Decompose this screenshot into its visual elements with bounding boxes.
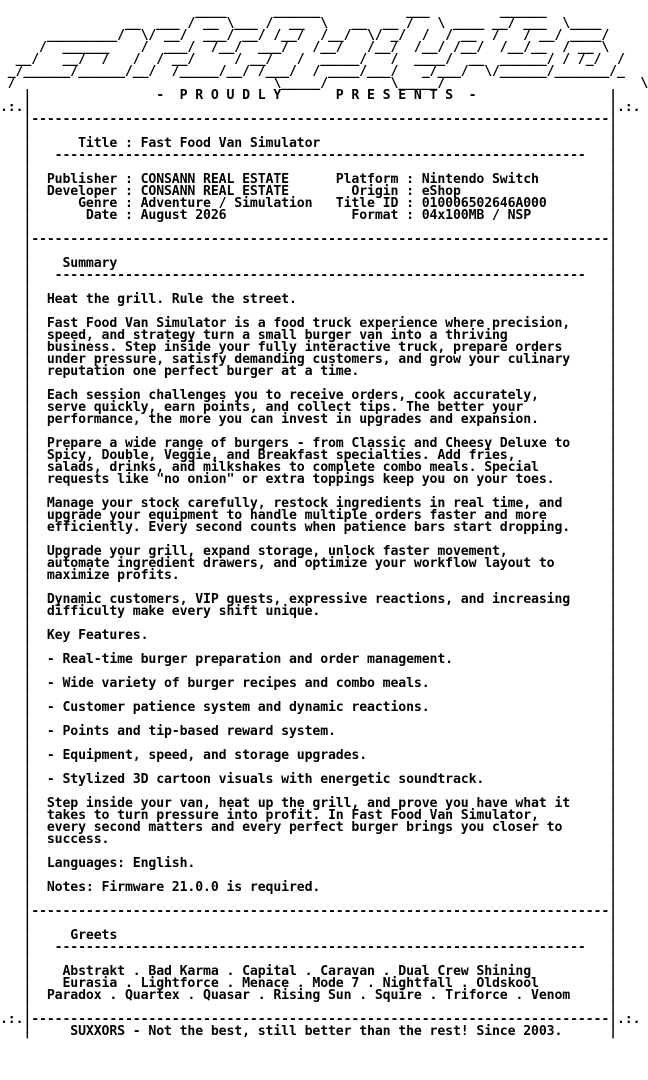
ascii-logo-line: __/ __/ / / / __/ / __/ / _____/ / ____/ __ ______/ / /_/ / (0, 52, 625, 67)
summary-line: | Fast Food Van Simulator is a food truck experience where precision, | (0, 316, 617, 331)
presents-banner: | - P R O U D L Y P R E S E N T S - | (0, 88, 617, 103)
frame-blank-line: | | (0, 1000, 617, 1015)
greets-line: | Eurasia . Lightforce . Menace . Mode 7 . Nightfall . Oldskool | (0, 976, 617, 991)
summary-line: | success. | (0, 832, 617, 847)
summary-line: | difficulty make every shift unique. | (0, 604, 617, 619)
ascii-logo-line: / \_____/ \_____/ \ (0, 76, 648, 91)
summary-line: | Each session challenges you to receive orders, cook accurately, | (0, 388, 617, 403)
info-row-genre-titleid: | Genre : Adventure / Simulation Title ID : 010006502646A000 | (0, 196, 617, 211)
ascii-logo-line: / ______ / ___/ /__/ ___/ /__/ /__/ /__/ /__/ /__/__ / __ \ (0, 40, 610, 55)
summary-line: | requests like "no onion" or extra toppings keep you on your toes. | (0, 472, 617, 487)
summary-line: | Prepare a wide range of burgers - from Classic and Cheesy Deluxe to | (0, 436, 617, 451)
summary-line: | Languages: English. | (0, 856, 617, 871)
frame-blank-line: | | (0, 664, 617, 679)
summary-line: | business. Step inside your fully interactive truck, prepare orders | (0, 340, 617, 355)
summary-line: | - Customer patience system and dynamic reactions. | (0, 700, 617, 715)
summary-line: | - Points and tip-based reward system. | (0, 724, 617, 739)
summary-line: | automate ingredient drawers, and optimize your workflow layout to | (0, 556, 617, 571)
frame-blank-line: | | (0, 484, 617, 499)
summary-line: | efficiently. Every second counts when patience bars start dropping. | (0, 520, 617, 535)
frame-blank-line: | | (0, 760, 617, 775)
frame-blank-line: | | (0, 124, 617, 139)
summary-underline: | -------------------------------------------------------------------- | (0, 268, 617, 283)
summary-line: | reputation one perfect burger at a time. | (0, 364, 617, 379)
frame-blank-line: | | (0, 304, 617, 319)
summary-heading: | Summary | (0, 256, 617, 271)
frame-blank-line: | | (0, 868, 617, 883)
ascii-logo-line: _________/ \/ __/ ___/ __/ /__/ /__/ \/ _/ / / __ / / __/ ____/ (0, 28, 610, 43)
frame-blank-line: | | (0, 952, 617, 967)
frame-blank-line: | | (0, 424, 617, 439)
frame-blank-line: | | (0, 844, 617, 859)
summary-line: | under pressure, satisfy demanding customers, and grow your culinary | (0, 352, 617, 367)
summary-line: | - Wide variety of burger recipes and combo meals. | (0, 676, 617, 691)
summary-line: | upgrade your equipment to handle multiple orders faster and more | (0, 508, 617, 523)
summary-line: | - Real-time burger preparation and order management. | (0, 652, 617, 667)
summary-line: | Dynamic customers, VIP guests, expressive reactions, and increasing | (0, 592, 617, 607)
frame-blank-line: | | (0, 784, 617, 799)
section-divider-greets: |--------------------------------------------------------------------------| (0, 904, 617, 919)
summary-line: | Key Features. | (0, 628, 617, 643)
greets-line: | Abstrakt . Bad Karma . Capital . Caravan . Dual Crew Shining | (0, 964, 617, 979)
greets-underline: | -------------------------------------------------------------------- | (0, 940, 617, 955)
summary-line: | speed, and strategy turn a small burger van into a thriving | (0, 328, 617, 343)
summary-line: | Notes: Firmware 21.0.0 is required. | (0, 880, 617, 895)
ascii-logo-line: ____ ______ ___ ______ (0, 4, 547, 19)
info-row-developer-origin: | Developer : CONSANN REAL ESTATE Origin : eShop | (0, 184, 617, 199)
summary-line: | takes to turn pressure into profit. In Fast Food Van Simulator, | (0, 808, 617, 823)
frame-bottom-edge: .:.|--------------------------------------------------------------------------|.:. (0, 1012, 641, 1027)
info-row-publisher-platform: | Publisher : CONSANN REAL ESTATE Platform : Nintendo Switch | (0, 172, 617, 187)
frame-blank-line: | | (0, 712, 617, 727)
frame-blank-line: | | (0, 580, 617, 595)
nfo-text (0, 6, 648, 1038)
summary-line: | Step inside your van, heat up the grill, and prove you have what it | (0, 796, 617, 811)
greets-heading: | Greets | (0, 928, 617, 943)
ascii-logo-line: _/______/______/__/ /_____/__/ /___/ / ____/___/ _/___/ \/______/_______/_ (0, 64, 625, 79)
section-divider-summary: |--------------------------------------------------------------------------| (0, 232, 617, 247)
summary-line: | serve quickly, earn points, and collect tips. The better your | (0, 400, 617, 415)
frame-blank-line: | | (0, 736, 617, 751)
info-title: | Title : Fast Food Van Simulator | (0, 136, 617, 151)
info-title-underline: | -------------------------------------------------------------------- | (0, 148, 617, 163)
summary-line: | - Stylized 3D cartoon visuals with energetic soundtrack. | (0, 772, 617, 787)
frame-blank-line: | | (0, 160, 617, 175)
info-row-date-format: | Date : August 2026 Format : 04x100MB / NSP | (0, 208, 617, 223)
frame-blank-line: | | (0, 616, 617, 631)
summary-line: | Spicy, Double, Veggie, and Breakfast specialties. Add fries, | (0, 448, 617, 463)
footer-tagline: | SUXXORS - Not the best, still better than the rest! Since 2003. | (0, 1024, 617, 1039)
frame-blank-line: | | (0, 640, 617, 655)
summary-line: | salads, drinks, and milkshakes to complete combo meals. Special | (0, 460, 617, 475)
summary-line: | performance, the more you can invest in upgrades and expansion. | (0, 412, 617, 427)
greets-line: | Paradox . Quartex . Quasar . Rising Sun . Squire . Triforce . Venom | (0, 988, 617, 1003)
frame-blank-line: | | (0, 220, 617, 235)
frame-blank-line: | | (0, 892, 617, 907)
summary-line: | every second matters and every perfect burger brings you closer to | (0, 820, 617, 835)
ascii-logo-line: __ ___ / __ \___ / __ \ __ __ / \ ____ __/ ___ \____ (0, 16, 602, 31)
frame-blank-line: | | (0, 688, 617, 703)
summary-line: | - Equipment, speed, and storage upgrades. | (0, 748, 617, 763)
section-divider-top: |--------------------------------------------------------------------------| (0, 112, 617, 127)
frame-blank-line: | | (0, 280, 617, 295)
frame-blank-line: | | (0, 244, 617, 259)
summary-line: | Upgrade your grill, expand storage, unlock faster movement, | (0, 544, 617, 559)
summary-line: | Manage your stock carefully, restock ingredients in real time, and | (0, 496, 617, 511)
frame-blank-line: | | (0, 916, 617, 931)
frame-top-edge: .:.| |.:. (0, 100, 641, 115)
frame-blank-line: | | (0, 532, 617, 547)
summary-line: | Heat the grill. Rule the street. | (0, 292, 617, 307)
frame-blank-line: | | (0, 376, 617, 391)
summary-line: | maximize profits. | (0, 568, 617, 583)
